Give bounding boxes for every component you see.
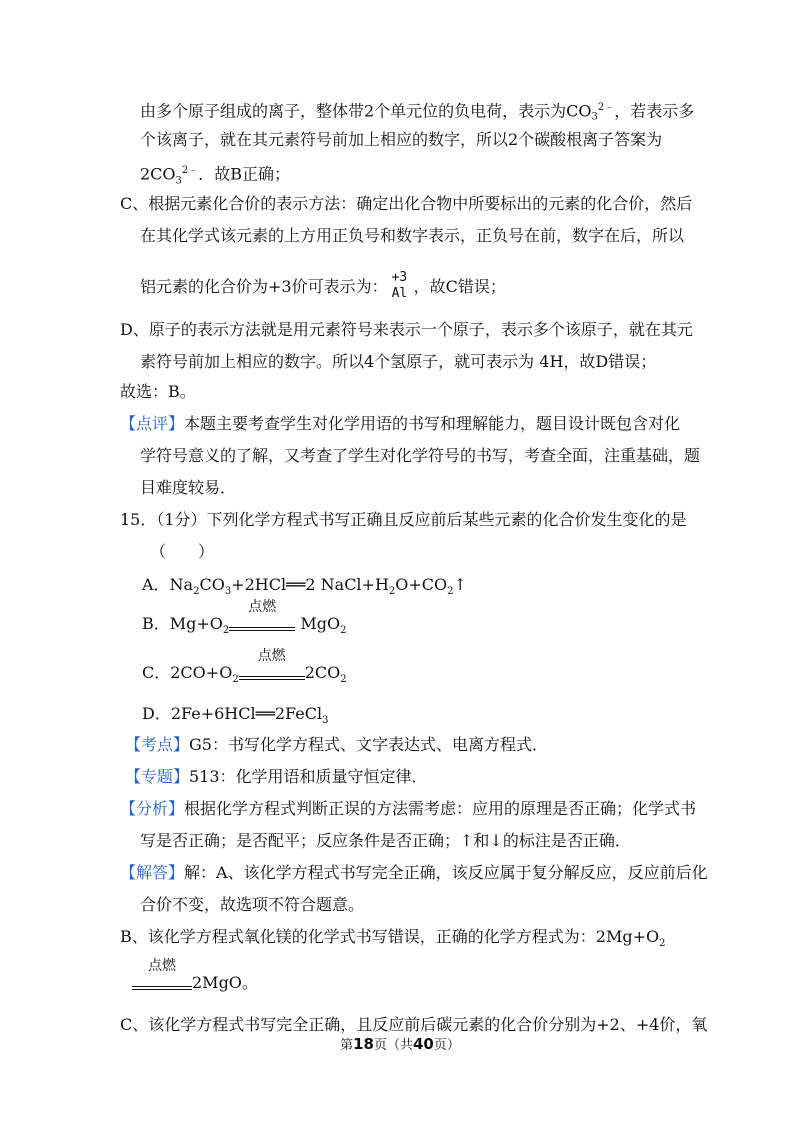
kaodian-line: 【考点】G5：书写化学方程式、文字表达式、电离方程式．	[125, 735, 548, 754]
reaction-condition: 点燃	[132, 973, 192, 993]
text-line: C、根据元素化合价的表示方法：确定出化合物中所要标出的元素的化合价，然后	[120, 194, 693, 213]
option-c: C．$2CO+O_2$ 点燃 $2CO_2$	[142, 648, 347, 686]
jieda-tag: 【解答】	[120, 863, 185, 882]
option-a: A．$Na_2CO_3+2HCl══2$ $NaCl+H_2O+CO_2↑$	[142, 575, 467, 598]
option-b: B．$Mg+O_2$ 点燃 MgO$_2$	[142, 599, 347, 637]
text-line: $2CO_3^{2﹣}$．故B正确；	[140, 164, 291, 187]
valence-symbol: +3 Al	[391, 270, 408, 301]
question-title: 15．（1分）下列化学方程式书写正确且反应前后某些元素的化合价发生变化的是	[120, 510, 687, 529]
text-line: 个该离子，就在其元素符号前加上相应的数字，所以2个碳酸根离子答案为	[140, 130, 663, 149]
reaction-condition: 点燃	[229, 614, 295, 634]
text-line: 合价不变，故选项不符合题意。	[140, 895, 365, 914]
text-line: 在其化学式该元素的上方用正负号和数字表示，正负号在前，数字在后，所以	[140, 226, 685, 245]
text-line: 故选：B。	[120, 382, 196, 401]
text-line: 素符号前加上相应的数字。所以4个氢原子，就可表示为 4H，故D错误；	[140, 352, 657, 371]
option-d: D．2Fe+6HCl══2FeCl$_3$	[142, 704, 329, 727]
question-paren: （ ）	[150, 542, 215, 561]
text-line: 点燃 2MgO。	[132, 973, 258, 993]
text-line: B、该化学方程式氧化镁的化学式书写错误，正确的化学方程式为：$2Mg+O_2$	[120, 927, 666, 950]
comment-line: 【点评】本题主要考查学生对化学用语的书写和理解能力，题目设计既包含对化	[120, 414, 681, 433]
page-footer: 第18页（共40页）	[340, 1035, 460, 1053]
text-line: C、该化学方程式书写完全正确，且反应前后碳元素的化合价分别为+2、+4价，氧	[120, 1015, 708, 1034]
jieda-line: 【解答】解：A、该化学方程式书写完全正确，该反应属于复分解反应，反应前后化	[120, 863, 708, 882]
text-line: D、原子的表示方法就是用元素符号来表示一个原子，表示多个该原子，就在其元	[120, 320, 693, 339]
zhuanti-line: 【专题】513：化学用语和质量守恒定律．	[125, 767, 428, 786]
fenxi-tag: 【分析】	[120, 799, 185, 818]
gas-arrow-icon: ↑	[453, 575, 467, 594]
reaction-condition: 点燃	[239, 663, 305, 683]
comment-tag: 【点评】	[120, 414, 185, 433]
fenxi-line: 【分析】根据化学方程式判断正误的方法需考虑：应用的原理是否正确；化学式书	[120, 799, 697, 818]
text-line: 由多个原子组成的离子，整体带2个单元位的负电荷，表示为$CO_3^{2﹣}$，若表示多	[140, 101, 695, 123]
text-line: 学符号意义的了解，又考查了学生对化学符号的书写，考查全面，注重基础，题	[140, 446, 701, 465]
text-line: 铝元素的化合价为+3价可表示为： +3 Al ，故C错误；	[140, 270, 506, 301]
text-line: 目难度较易．	[140, 478, 237, 497]
zhuanti-tag: 【专题】	[125, 767, 190, 786]
text-line: 写是否正确；是否配平；反应条件是否正确；↑和↓的标注是否正确．	[140, 831, 631, 850]
kaodian-tag: 【考点】	[125, 735, 190, 754]
